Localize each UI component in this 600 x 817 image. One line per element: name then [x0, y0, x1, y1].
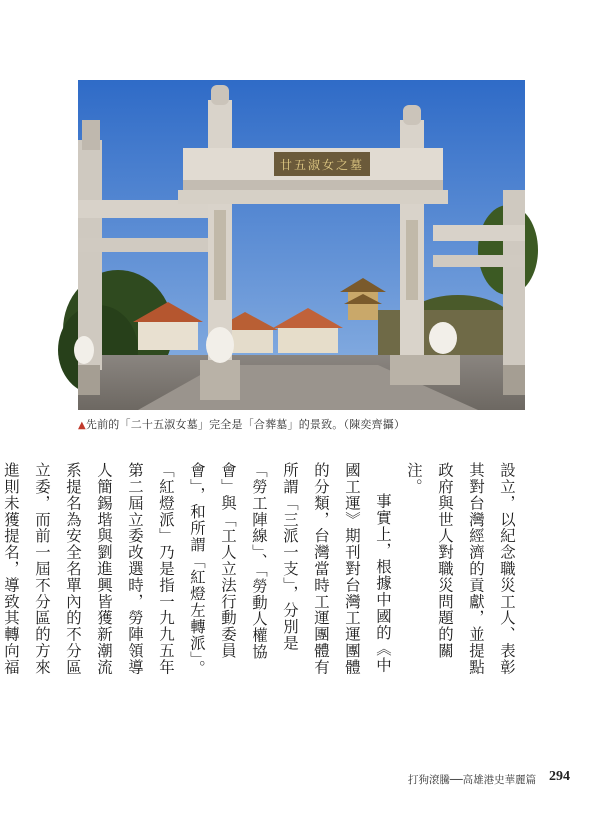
body-paragraph-1: 設立，以紀念職災工人、表彰其對台灣經濟的貢獻，並提點政府與世人對職災問題的關注。 — [405, 462, 516, 676]
running-footer-title: 打狗滾騰──高雄港史華麗篇 — [408, 774, 537, 786]
photo-caption — [78, 416, 538, 432]
caption-text: 先前的「二十五淑女墓」完全是「合葬墓」的景致。（陳奕齊攝） — [85, 418, 406, 431]
body-paragraph-2-text: 事實上，根據中國的《中國工運》期刊對台灣工運團體的分類，台灣當時工運團體有所謂「三派一支」，分別是「勞工陣線」、「勞動人權協會」與「工人立法行動委員會」，和所謂「紅燈左轉派」。「紅燈派」乃是指一九九五年第二屆立委改選時，勞陣領導人簡錫堦與劉進興皆獲新潮流系提名為安全名單內的不分區立委，而前一屆不分區的方來進則未獲提名，導致其轉向福 — [2, 462, 392, 677]
page-number: 294 — [549, 769, 570, 784]
vertical-body-text — [2, 462, 522, 682]
body-paragraph-2 — [0, 462, 398, 682]
memorial-arch-photo — [78, 80, 525, 410]
photo-illustration — [78, 80, 525, 410]
caption-marker: ▲ — [78, 420, 86, 431]
gate-plaque: 廿五淑女之墓 — [279, 158, 365, 172]
